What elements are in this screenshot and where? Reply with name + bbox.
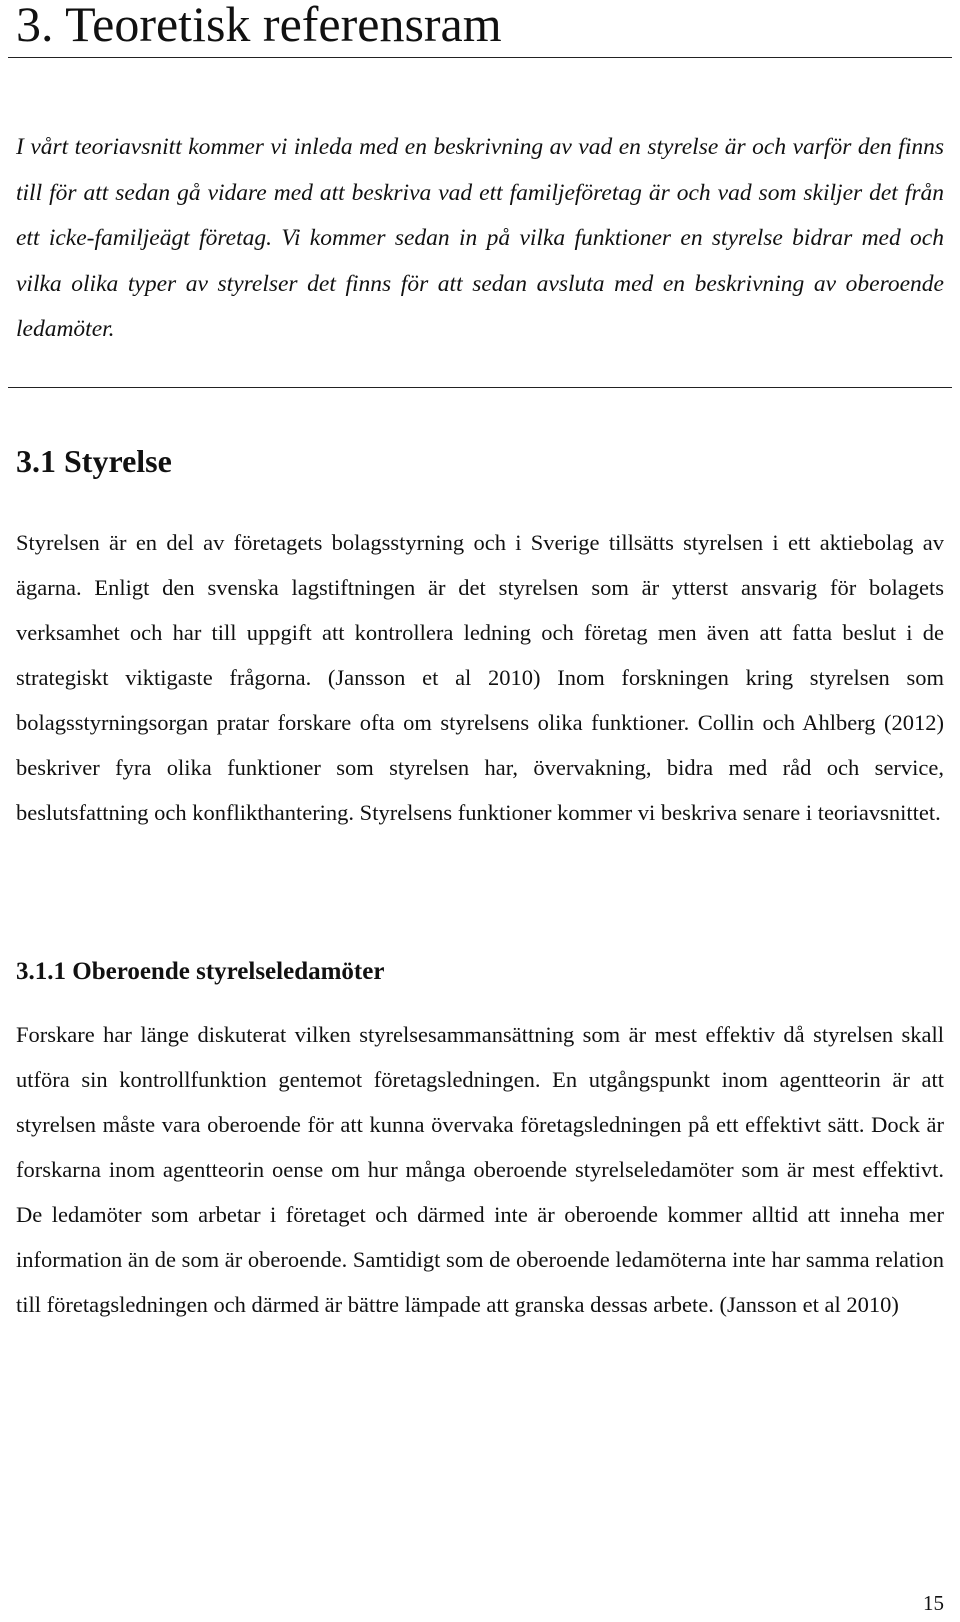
intro-divider xyxy=(8,387,952,388)
chapter-intro: I vårt teoriavsnitt kommer vi inleda med en beskrivning av vad en styrelse är och varför den finns till för att sedan gå vidare med att beskriva vad ett familjeföretag är och vad som skiljer det från ett icke-familjeägt företag. Vi kommer sedan in på vilka funktioner en styrelse bidrar med och vilka olika typer av styrelser det finns för att sedan avsluta med en beskrivning av oberoende ledamöter. xyxy=(16,134,944,342)
page-number: 15 xyxy=(923,1591,944,1615)
title-divider xyxy=(8,57,952,58)
section-paragraph: Styrelsen är en del av företagets bolagsstyrning och i Sverige tillsätts styrelsen i ett aktiebolag av ägarna. Enligt den svenska lagstiftningen är det styrelsen som är ytterst ansvarig för bolagets verksamhet och har till uppgift att kontrollera ledning och företag men även att fatta beslut i de strategiskt viktigaste frågorna. (Jansson et al 2010) Inom forskningen kring styrelsen som bolagsstyrningsorgan pratar forskare ofta om styrelsens olika funktioner. Collin och Ahlberg (2012) beskriver fyra olika funktioner som styrelsen har, övervakning, bidra med råd och service, beslutsfattning och konflikthantering. Styrelsens funktioner kommer vi beskriva senare i teoriavsnittet. xyxy=(16,530,944,825)
subsection-heading: 3.1.1 Oberoende styrelseledamöter xyxy=(16,958,385,985)
subsection-paragraph: Forskare har länge diskuterat vilken styrelsesammansättning som är mest effektiv då styrelsen skall utföra sin kontrollfunktion gentemot företagsledningen. En utgångspunkt inom agentteorin är att styrelsen måste vara oberoende för att kunna övervaka företagsledningen på ett effektivt sätt. Dock är forskarna inom agentteorin oense om hur många oberoende styrelseledamöter som är mest effektivt. De ledamöter som arbetar i företaget och därmed inte är oberoende kommer alltid att inneha mer information än de som är oberoende. Samtidigt som de oberoende ledamöterna inte har samma relation till företagsledningen och därmed är bättre lämpade att granska dessas arbete. (Jansson et al 2010) xyxy=(16,1022,944,1317)
section-heading: 3.1 Styrelse xyxy=(16,443,172,479)
chapter-title: 3. Teoretisk referensram xyxy=(16,0,502,52)
